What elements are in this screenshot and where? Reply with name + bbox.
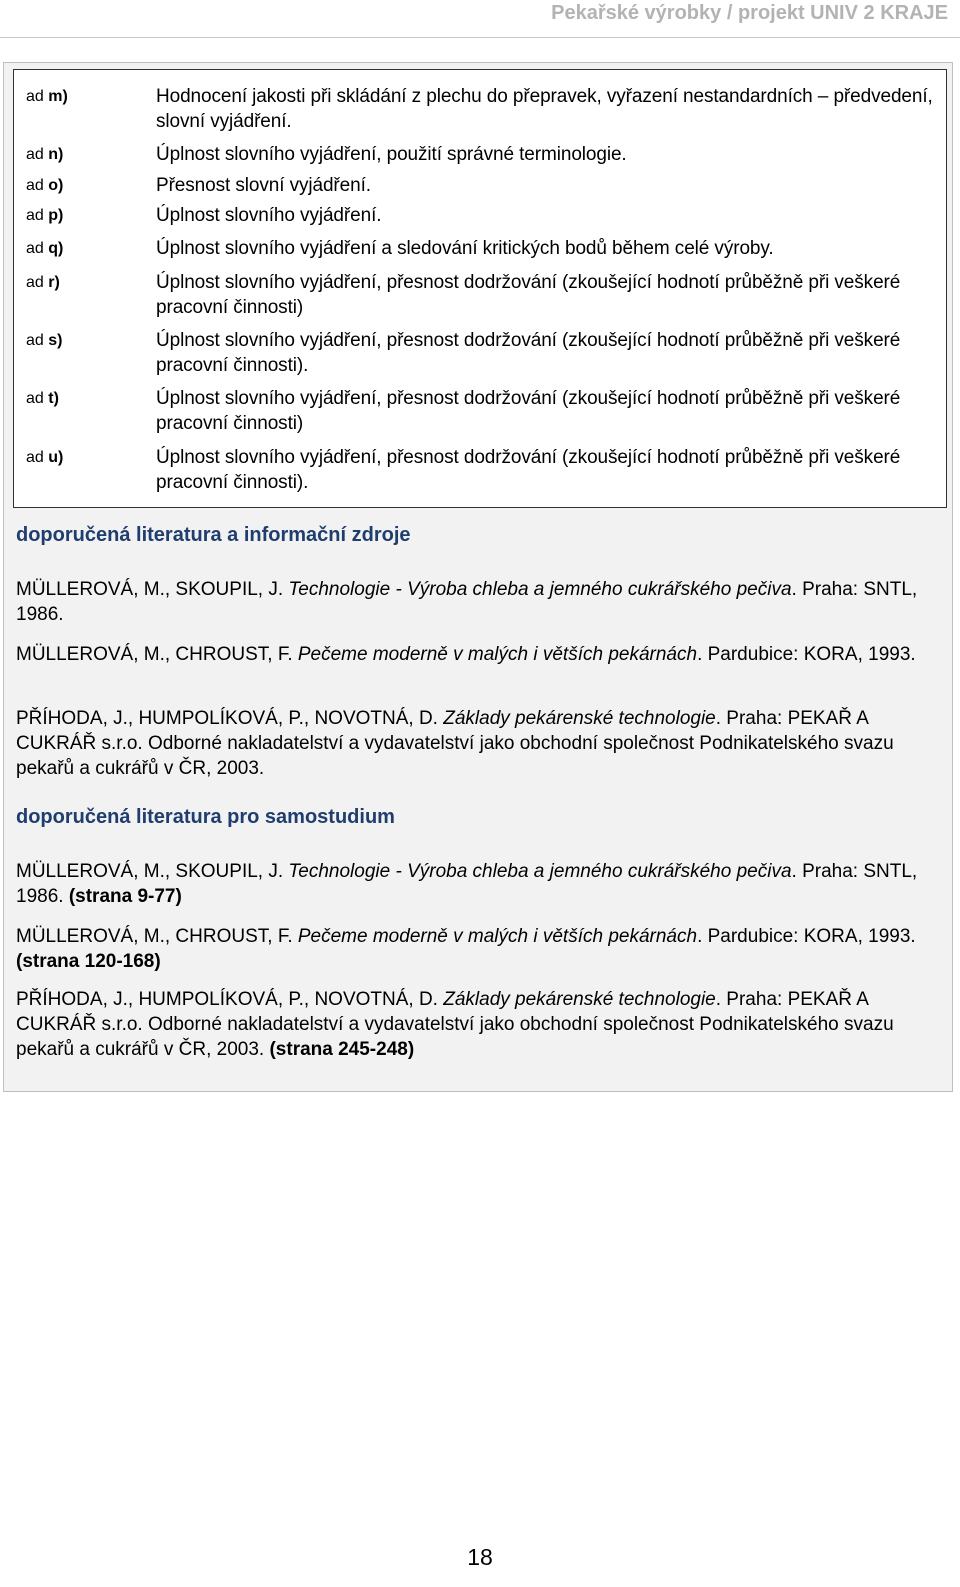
criteria-label: ad r) bbox=[26, 274, 60, 291]
literature-item: MÜLLEROVÁ, M., CHROUST, F. Pečeme moderně v malých i větších pekárnách. Pardubice: KORA, 1993. bbox=[16, 644, 916, 665]
literature-item: MÜLLEROVÁ, M., SKOUPIL, J. Technologie - Výroba chleba a jemného cukrářského pečiva. Praha: SNTL, 1986. bbox=[16, 579, 918, 625]
criteria-label: ad n) bbox=[26, 146, 64, 163]
criteria-label: ad p) bbox=[26, 207, 64, 224]
page-number: 18 bbox=[467, 1544, 493, 1570]
criteria-text: Přesnost slovní vyjádření. bbox=[156, 175, 371, 196]
criteria-text: Hodnocení jakosti při skládání z plechu do přepravek, vyřazení nestandardních – předvedení, slovní vyjádření. bbox=[156, 86, 933, 132]
criteria-label: ad m) bbox=[26, 88, 68, 105]
self-study-literature-heading: doporučená literatura pro samostudium bbox=[16, 806, 395, 828]
criteria-label: ad o) bbox=[26, 177, 64, 194]
criteria-table bbox=[13, 69, 947, 508]
recommended-literature-heading: doporučená literatura a informační zdroje bbox=[16, 524, 411, 546]
criteria-label: ad s) bbox=[26, 332, 63, 349]
criteria-label: ad t) bbox=[26, 390, 59, 407]
criteria-text: Úplnost slovního vyjádření, přesnost dodržování (zkoušející hodnotí průběžně při veškeré pracovní činnosti) bbox=[156, 388, 901, 434]
criteria-text: Úplnost slovního vyjádření a sledování kritických bodů během celé výroby. bbox=[156, 238, 774, 259]
criteria-label: ad q) bbox=[26, 240, 64, 257]
literature-item: MÜLLEROVÁ, M., CHROUST, F. Pečeme moderně v malých i větších pekárnách. Pardubice: KORA, 1993. (strana 120-168) bbox=[16, 926, 916, 972]
criteria-text: Úplnost slovního vyjádření, použití správné terminologie. bbox=[156, 144, 627, 165]
criteria-text: Úplnost slovního vyjádření, přesnost dodržování (zkoušející hodnotí průběžně při veškeré pracovní činnosti) bbox=[156, 272, 901, 318]
header-divider bbox=[0, 37, 960, 38]
criteria-text: Úplnost slovního vyjádření, přesnost dodržování (zkoušející hodnotí průběžně při veškeré pracovní činnosti). bbox=[156, 330, 901, 376]
criteria-label: ad u) bbox=[26, 449, 64, 466]
page-header-title: Pekařské výrobky / projekt UNIV 2 KRAJE bbox=[551, 2, 948, 24]
literature-item: MÜLLEROVÁ, M., SKOUPIL, J. Technologie - Výroba chleba a jemného cukrářského pečiva. Praha: SNTL, 1986. (strana 9-77) bbox=[16, 861, 918, 907]
literature-item: PŘÍHODA, J., HUMPOLÍKOVÁ, P., NOVOTNÁ, D. Základy pekárenské technologie. Praha: PEKAŘ A CUKRÁŘ s.r.o. Odborné nakladatelství a vydavatelství jako obchodní společnost Podnikatelského svazu pekařů a cukrářů v ČR, 2003. (strana 245-248) bbox=[16, 989, 894, 1060]
criteria-text: Úplnost slovního vyjádření, přesnost dodržování (zkoušející hodnotí průběžně při veškeré pracovní činnosti). bbox=[156, 447, 901, 493]
literature-item: PŘÍHODA, J., HUMPOLÍKOVÁ, P., NOVOTNÁ, D. Základy pekárenské technologie. Praha: PEKAŘ A CUKRÁŘ s.r.o. Odborné nakladatelství a vydavatelství jako obchodní společnost Podnikatelského svazu pekařů a cukrářů v ČR, 2003. bbox=[16, 708, 894, 779]
criteria-text: Úplnost slovního vyjádření. bbox=[156, 205, 382, 226]
